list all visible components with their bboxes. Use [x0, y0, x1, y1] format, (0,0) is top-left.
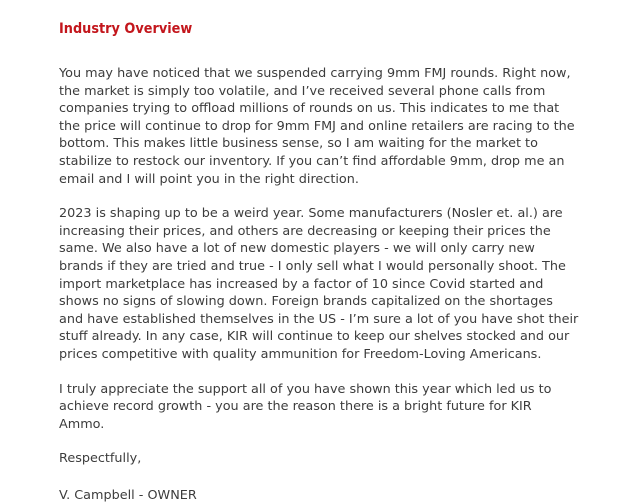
- signature: V. Campbell - OWNER: [59, 487, 197, 503]
- section-heading: Industry Overview: [59, 21, 193, 37]
- closing-salutation: Respectfully,: [59, 451, 142, 467]
- paragraph-appreciation: I truly appreciate the support all of you have shown this year which led us to achieve record growth - you are the reason there is a bright future for KIR Ammo.: [59, 381, 552, 432]
- paragraph-2023-outlook: 2023 is shaping up to be a weird year. Some manufacturers (Nosler et. al.) are increasing their prices, and others are decreasing or keeping their prices the same. We also have a lot of new domestic players - we will only carry new brands if they are tried and true - I only sell what I would personally shoot. The import marketplace has increased by a factor of 10 since Covid started and shows no signs of slowing down. Foreign brands capitalized on the shortages and have established themselves in the US - I’m sure a lot of you have shot their stuff already. In any case, KIR will continue to keep our shelves stocked and our prices competitive with quality ammunition for Freedom-Loving Americans.: [59, 206, 579, 362]
- paragraph-9mm-suspension: You may have noticed that we suspended carrying 9mm FMJ rounds. Right now, the market is simply too volatile, and I’ve received several phone calls from companies trying to offload millions of rounds on us. This indicates to me that the price will continue to drop for 9mm FMJ and online retailers are racing to the bottom. This makes little business sense, so I am waiting for the market to stabilize to restock our inventory. If you can’t find affordable 9mm, drop me an email and I will point you in the right direction.: [59, 66, 575, 187]
- newsletter-section: [59, 19, 579, 504]
